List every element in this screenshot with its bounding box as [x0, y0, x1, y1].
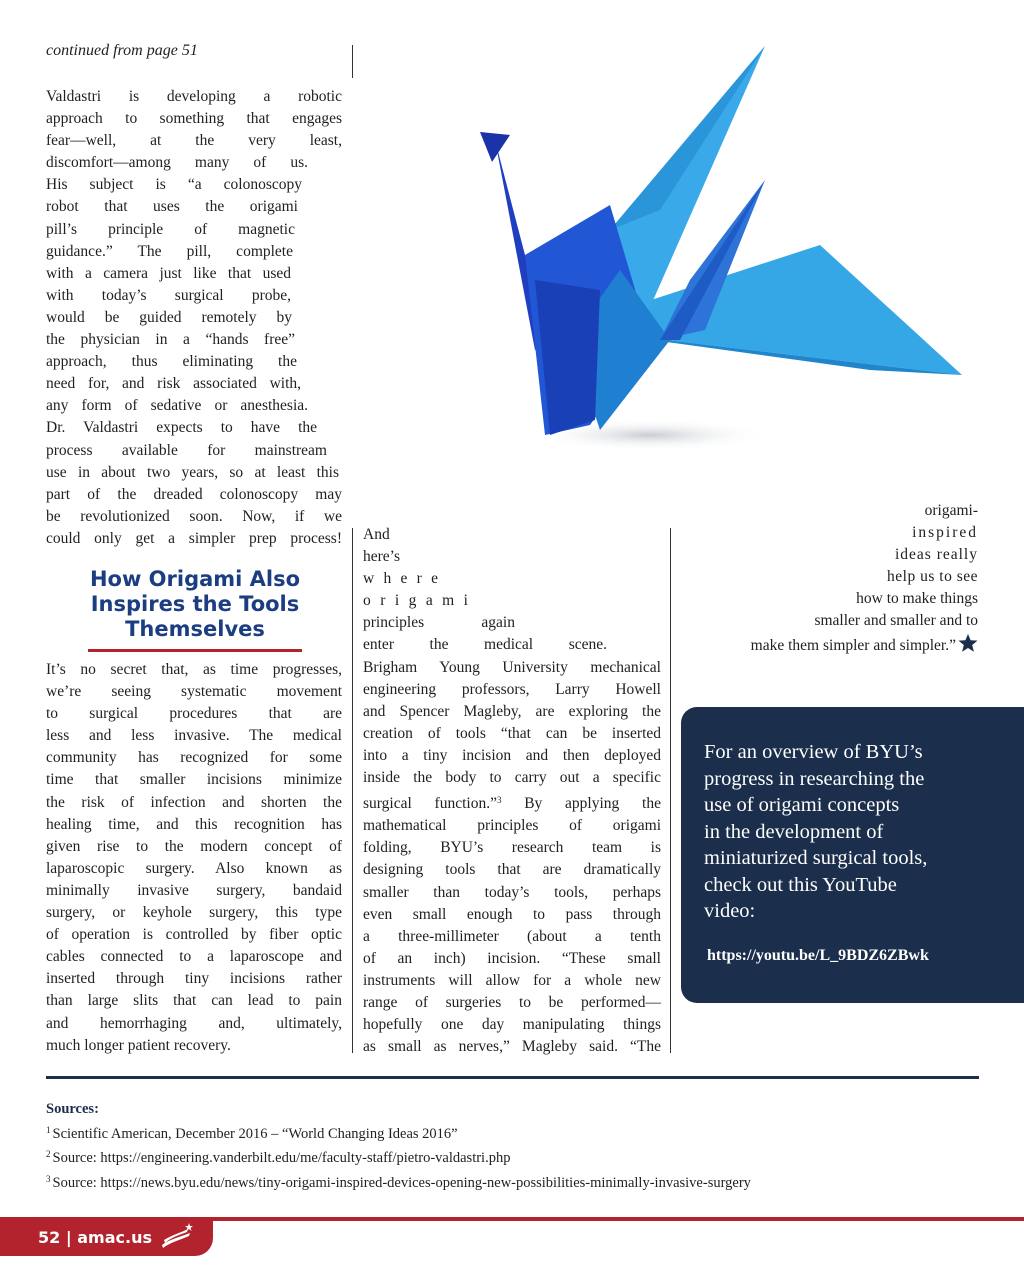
- callout-text: For an overview of BYU’s progress in researching the use of origami concepts in the development of miniaturized surgical tools, check out this YouTube video:: [704, 741, 928, 922]
- byu-paragraph: And here’s w h e r e o r i g a m i principles again enter the medical scene. Brigham Young University mechanical engineering professors, Larry Howell and Spencer Magleby, are exploring the creation of tools “that can be inserted into a tiny incision and then deployed inside the body to carry out a specific surgical function.”$^3$ By applying the mathematical principles of origami folding, BYU’s research team is designing tools that are dramatically smaller than today’s tools, perhaps even small enough to pass through a three-millimeter (about a tenth of an inch) incision. “These small instruments will allow for a whole new range of surgeries to be performed— hopefully one day manipulating things as small as nerves,” Magleby said. “The: [363, 526, 661, 1056]
- star-icon: [958, 633, 978, 653]
- source-item: $^2$ Source: https://engineering.vanderbilt.edu/me/faculty-staff/pietro-valdastri.php: [46, 1149, 511, 1166]
- laparoscopy-paragraph: It’s no secret that, as time progresses, we’re seeing systematic movement to surgical procedures that are less and less invasive. The medical community has recognized for some time that smaller incisions minimize the risk of infection and shorten the healing time, and this recognition has given rise to the modern concept of laparoscopic surgery. Also known as minimally invasive surgery, bandaid surgery, or keyhole surgery, this type of operation is controlled by fiber optic cables connected to a laparoscope and inserted through tiny incisions rather than large slits that can lead to pain and hemorrhaging and, ultimately, much longer patient recovery.: [46, 661, 342, 1054]
- page-number: 52 | amac.us: [38, 1228, 152, 1247]
- intro-paragraph: Valdastri is developing a robotic approach to something that engages fear—well, at the very least, discomfort—among many of us. His subject is “a colonoscopy robot that uses the origami pill’s principle of magnetic guidance.” The pill, complete with a camera just like that used with today’s surgical probe, would be guided remotely by the physician in a “hands free” approach, thus eliminating the need for, and risk associated with, any form of sedative or anesthesia. Dr. Valdastri expects to have the process available for mainstream use in about two years, so at least this part of the dreaded colonoscopy may be revolutionized soon. Now, if we could only get a simpler prep process!: [46, 88, 342, 547]
- video-callout-box: [681, 707, 1024, 1003]
- column-divider-right: [670, 528, 671, 1053]
- youtube-link[interactable]: https://youtu.be/L_9BDZ6ZBwk: [707, 947, 929, 964]
- pull-quote: origami- inspired ideas really help us to see how to make things smaller and smaller and to make them simpler and simpler.”: [750, 502, 978, 654]
- sources-title: Sources:: [46, 1101, 99, 1117]
- amac-flag-logo-icon: [160, 1223, 194, 1251]
- section-heading: How Origami Also Inspires the Tools Themselves: [89, 567, 301, 641]
- column-divider-top: [352, 45, 353, 78]
- page-footer-tab: [0, 1221, 213, 1256]
- heading-underline: [88, 649, 302, 652]
- origami-crane-image: [360, 40, 980, 510]
- column-divider-left: [352, 528, 353, 1053]
- sources-list: [46, 1099, 751, 1193]
- continued-note: continued from page 51: [46, 42, 198, 59]
- sources-divider: [46, 1076, 979, 1079]
- source-item: $^3$ Source: https://news.byu.edu/news/tiny-origami-inspired-devices-opening-new-possibilities-minimally-invasive-surgery: [46, 1173, 751, 1191]
- source-item: $^1$ Scientific American, December 2016 – “World Changing Ideas 2016”: [46, 1124, 458, 1142]
